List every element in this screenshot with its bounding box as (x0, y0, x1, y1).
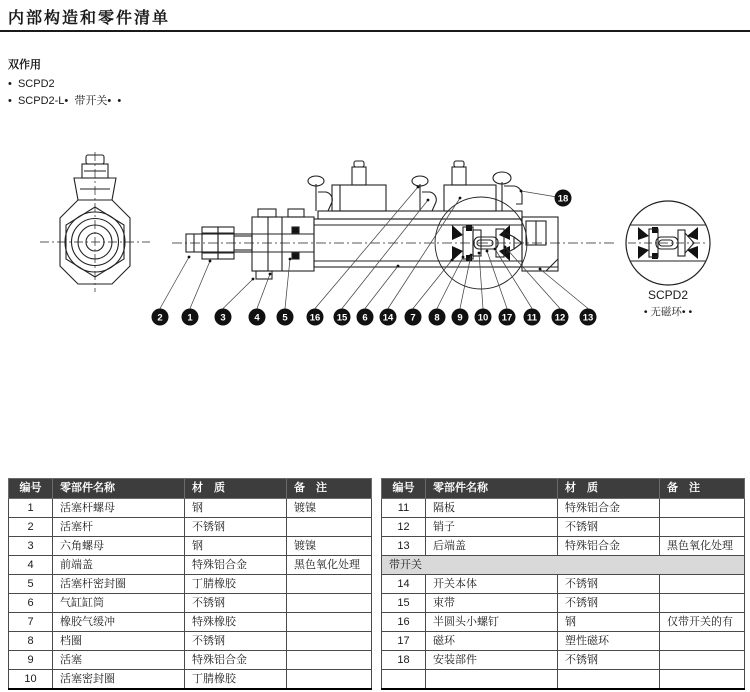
callout-number: 6 (362, 312, 368, 324)
empty-row (382, 670, 745, 690)
callout-number: 8 (434, 312, 440, 324)
table-cell: 档圈 (53, 632, 185, 651)
table-cell: 不锈钢 (558, 575, 660, 594)
column-header-material: 材 质 (558, 479, 660, 499)
table-cell: 3 (9, 537, 53, 556)
table-cell: 活塞杆螺母 (53, 499, 185, 518)
table-cell: 开关本体 (426, 575, 558, 594)
table-cell (287, 613, 372, 632)
table-cell: 六角螺母 (53, 537, 185, 556)
intro-block (8, 57, 121, 110)
parts-table-right (381, 478, 745, 690)
table-cell: 磁环 (426, 632, 558, 651)
column-header-material: 材 质 (185, 479, 287, 499)
callout-number: 16 (309, 312, 321, 324)
table-cell: 镀镍 (287, 499, 372, 518)
table-cell: 半圆头小螺钉 (426, 613, 558, 632)
table-cell: 活塞密封圈 (53, 670, 185, 690)
table-cell: 钢 (185, 499, 287, 518)
table-row (9, 613, 372, 632)
table-cell: 后端盖 (426, 537, 558, 556)
table-cell: 不锈钢 (185, 518, 287, 537)
table-cell: 塑性磁环 (558, 632, 660, 651)
table-row (9, 670, 372, 690)
table-cell: 4 (9, 556, 53, 575)
table-cell (287, 594, 372, 613)
end-view (40, 152, 150, 292)
table-cell (287, 632, 372, 651)
section-row-with-switch (382, 556, 745, 575)
cylinder-cross-section-diagram (0, 140, 750, 340)
detail-view-no-magnet (626, 201, 710, 285)
callout-number: 7 (410, 312, 416, 324)
table-cell: 丁腈橡胶 (185, 575, 287, 594)
table-cell: 17 (382, 632, 426, 651)
table-cell: 1 (9, 499, 53, 518)
table-row (382, 518, 745, 537)
table-cell: 5 (9, 575, 53, 594)
table-cell: 前端盖 (53, 556, 185, 575)
table-cell: 特殊铝合金 (558, 537, 660, 556)
callout-3 (215, 278, 255, 326)
callout-number: 11 (526, 312, 538, 324)
callout-number: 17 (501, 312, 513, 324)
callout-number: 3 (220, 312, 226, 324)
table-cell: 钢 (558, 613, 660, 632)
table-row (382, 499, 745, 518)
callout-number: 14 (382, 312, 394, 324)
table-row (382, 575, 745, 594)
table-cell: 特殊橡胶 (185, 613, 287, 632)
table-cell: 橡胶气缓冲 (53, 613, 185, 632)
table-cell: 2 (9, 518, 53, 537)
table-row (382, 537, 745, 556)
table-cell: 18 (382, 651, 426, 670)
table-cell: 丁腈橡胶 (185, 670, 287, 690)
table-row (9, 575, 372, 594)
table-cell: 不锈钢 (558, 518, 660, 537)
table-cell (287, 651, 372, 670)
table-cell: 7 (9, 613, 53, 632)
table-cell: 12 (382, 518, 426, 537)
table-cell: 16 (382, 613, 426, 632)
detail-sublabel: • 无磁环• • (643, 306, 693, 318)
callout-16 (307, 186, 420, 326)
table-cell: 6 (9, 594, 53, 613)
table-row (9, 651, 372, 670)
table-row (382, 613, 745, 632)
table-cell: 仅带开关的有 (660, 613, 745, 632)
table-row (9, 518, 372, 537)
table-cell: 活塞杆 (53, 518, 185, 537)
table-cell: 13 (382, 537, 426, 556)
column-header-number: 编号 (9, 479, 53, 499)
callout-number: 13 (582, 312, 594, 324)
parts-table-left (8, 478, 372, 690)
table-cell (660, 670, 745, 690)
table-cell (660, 594, 745, 613)
table-cell (558, 670, 660, 690)
table-cell (660, 632, 745, 651)
table-header-row (9, 479, 372, 499)
page-title: 内部构造和零件清单 (8, 10, 171, 27)
table-cell: 不锈钢 (558, 594, 660, 613)
callout-5 (277, 258, 294, 326)
callout-number: 12 (554, 312, 566, 324)
table-cell: 14 (382, 575, 426, 594)
column-header-remarks: 备 注 (660, 479, 745, 499)
title-rule (0, 30, 750, 32)
table-cell: 9 (9, 651, 53, 670)
table-cell: 钢 (185, 537, 287, 556)
callout-number: 18 (557, 193, 569, 205)
column-header-part-name: 零部件名称 (426, 479, 558, 499)
table-row (9, 632, 372, 651)
detail-label: SCPD2 (647, 288, 689, 302)
column-header-remarks: 备 注 (287, 479, 372, 499)
callout-number: 1 (187, 312, 193, 324)
table-cell: 黑色氧化处理 (660, 537, 745, 556)
table-cell (287, 518, 372, 537)
table-header-row (382, 479, 745, 499)
table-cell: 15 (382, 594, 426, 613)
table-cell: 黑色氧化处理 (287, 556, 372, 575)
table-cell: 特殊铝合金 (185, 651, 287, 670)
table-cell (660, 518, 745, 537)
callout-18 (520, 190, 572, 207)
table-cell: 销子 (426, 518, 558, 537)
callout-number: 2 (157, 312, 163, 324)
column-header-part-name: 零部件名称 (53, 479, 185, 499)
section-label: 带开关 (382, 556, 745, 575)
callout-1 (182, 260, 212, 326)
table-cell: 10 (9, 670, 53, 690)
table-cell: 不锈钢 (185, 632, 287, 651)
table-cell: 不锈钢 (185, 594, 287, 613)
table-row (9, 537, 372, 556)
table-cell: 隔板 (426, 499, 558, 518)
table-row (9, 499, 372, 518)
parts-tables (8, 478, 742, 690)
table-cell: 活塞杆密封圈 (53, 575, 185, 594)
table-cell: 安装部件 (426, 651, 558, 670)
table-cell: 活塞 (53, 651, 185, 670)
table-cell (660, 499, 745, 518)
callout-number: 9 (457, 312, 463, 324)
bullet-model-scpd2-l: • SCPD2-L• 带开关• • (8, 95, 122, 107)
table-cell (660, 651, 745, 670)
table-cell: 特殊铝合金 (185, 556, 287, 575)
table-cell: 束带 (426, 594, 558, 613)
table-cell: 不锈钢 (558, 651, 660, 670)
callout-number: 15 (336, 312, 348, 324)
callout-number: 4 (254, 312, 260, 324)
table-cell: 气缸缸筒 (53, 594, 185, 613)
table-cell: 11 (382, 499, 426, 518)
subtitle-double-acting: 双作用 (8, 59, 41, 71)
main-section-view (172, 161, 616, 289)
table-row (9, 594, 372, 613)
table-cell: 特殊铝合金 (558, 499, 660, 518)
table-cell: 8 (9, 632, 53, 651)
table-row (382, 594, 745, 613)
callout-9 (452, 254, 473, 326)
table-cell: 镀镍 (287, 537, 372, 556)
bullet-model-scpd2: • SCPD2 (8, 78, 55, 90)
column-header-number: 编号 (382, 479, 426, 499)
table-cell (287, 575, 372, 594)
table-row (9, 556, 372, 575)
callout-number: 10 (477, 312, 489, 324)
table-cell (426, 670, 558, 690)
table-cell (382, 670, 426, 690)
table-cell (660, 575, 745, 594)
callout-number: 5 (282, 312, 288, 324)
table-cell (287, 670, 372, 690)
table-row (382, 632, 745, 651)
table-row (382, 651, 745, 670)
